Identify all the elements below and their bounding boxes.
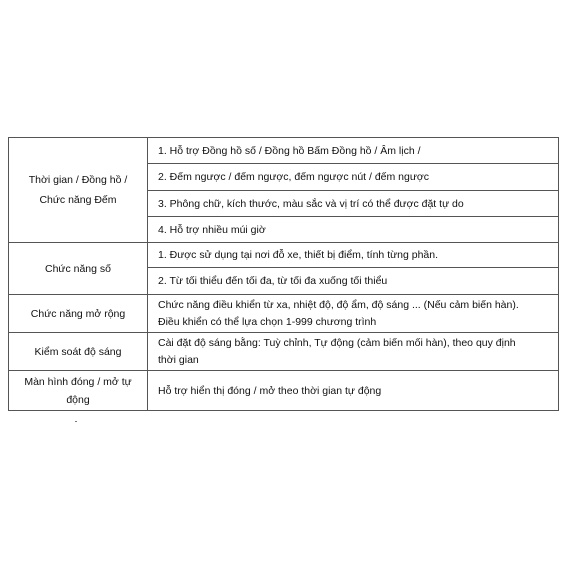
feature-cell: 1. Được sử dụng tại nơi đỗ xe, thiết bị điểm, tính từng phần. [148, 243, 559, 268]
stray-mark [75, 421, 77, 422]
table-row [9, 138, 559, 164]
feature-cell: 2. Đếm ngược / đếm ngược, đếm ngược nút / đếm ngược [148, 164, 559, 191]
category-cell-brightness: Kiểm soát độ sáng [9, 333, 148, 371]
table-row [9, 333, 559, 371]
category-cell-screen-auto [9, 371, 148, 411]
feature-cell [148, 295, 559, 333]
spec-table [8, 137, 559, 411]
feature-cell: 1. Hỗ trợ Đồng hồ số / Đồng hồ Bấm Đồng hồ / Âm lịch / [148, 138, 559, 164]
table-row [9, 371, 559, 411]
table-row [9, 243, 559, 268]
category-cell-time-clock [9, 138, 148, 243]
category-label: Màn hình đóng / mở tự động [24, 375, 132, 406]
category-cell-extended: Chức năng mở rộng [9, 295, 148, 333]
feature-text-multiline: Chức năng điều khiển từ xa, nhiệt độ, độ ẩm, độ sáng ... (Nếu cảm biến hàn). Điều khiển có thể lựa chọn 1-999 chương trình [158, 298, 519, 328]
category-label: Thời gian / Đồng hồ / Chức năng Đếm [28, 174, 128, 206]
feature-cell: Hỗ trợ hiển thị đóng / mở theo thời gian tự động [148, 371, 559, 411]
feature-text-multiline: Cài đặt độ sáng bằng: Tuỳ chỉnh, Tự động (cảm biến mối hàn), theo quy định thời gian [158, 336, 516, 366]
feature-cell: 4. Hỗ trợ nhiều múi giờ [148, 217, 559, 243]
feature-cell: 2. Từ tối thiểu đến tối đa, từ tối đa xuống tối thiểu [148, 268, 559, 295]
feature-cell: 3. Phông chữ, kích thước, màu sắc và vị trí có thể được đặt tự do [148, 191, 559, 217]
table-row [9, 295, 559, 333]
category-cell-number: Chức năng số [9, 243, 148, 295]
feature-cell [148, 333, 559, 371]
